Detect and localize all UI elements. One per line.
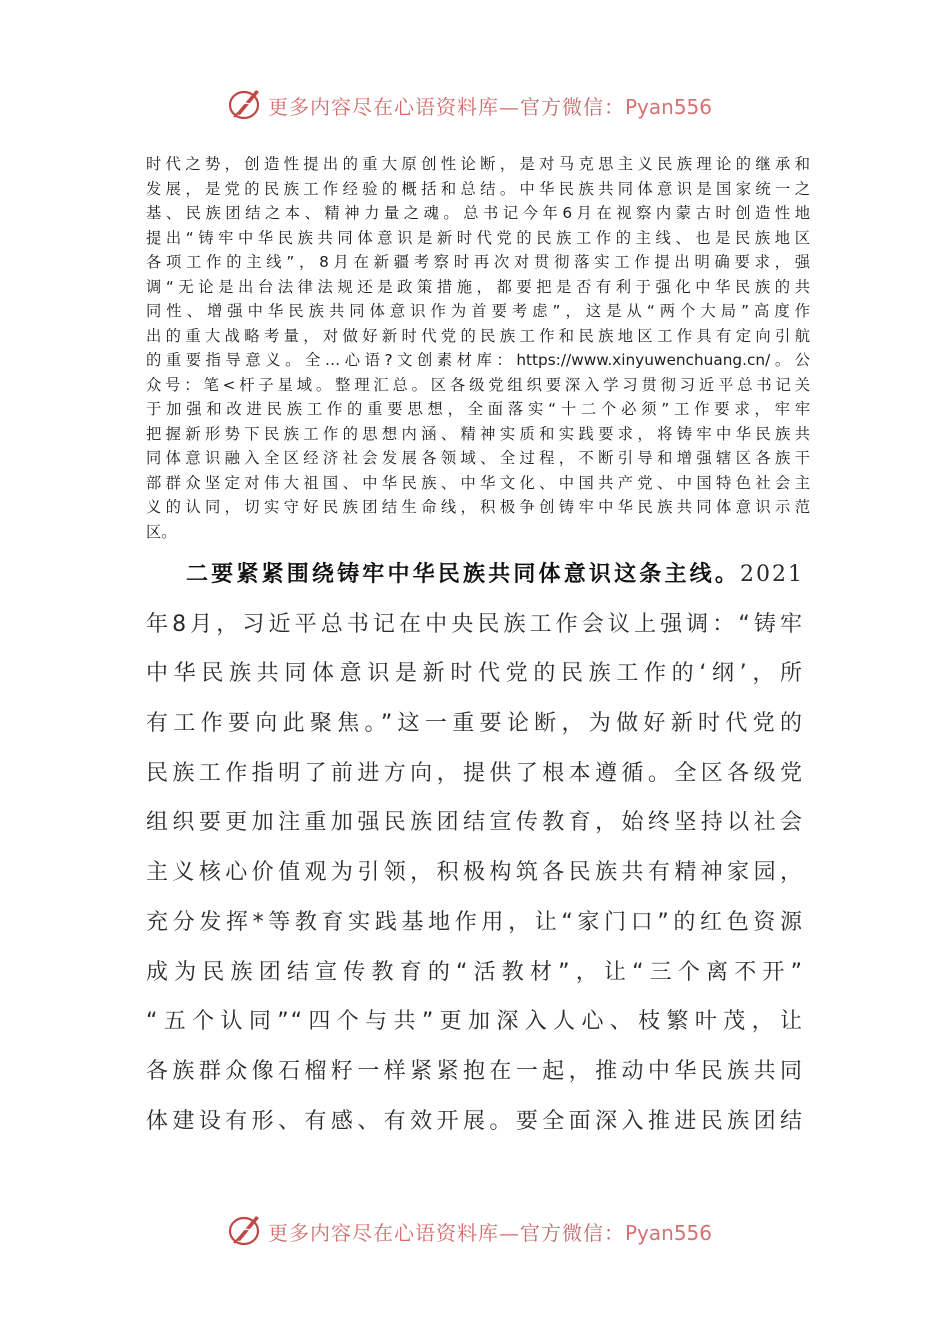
text-line: 成为民族团结宣传教育的“活教材”，让“三个离不开”: [146, 959, 804, 985]
quill-pen-logo-icon: [226, 86, 264, 122]
heading-line: [146, 550, 804, 600]
watermark-text: [268, 91, 712, 120]
text-line: 中华民族共同体意识是新时代党的民族工作的‘纲’，所: [146, 661, 804, 687]
text-line: 把握新形势下民族工作的思想内涵、精神实质和实践要求，将铸牢中华民族共: [146, 424, 810, 443]
text-line: 发展，是党的民族工作经验的概括和总结。中华民族共同体意识是国家统一之: [146, 179, 810, 198]
text-line: 区。: [146, 522, 177, 541]
watermark-dash: —: [499, 1221, 520, 1245]
watermark-sub: 官方微信：: [520, 1221, 625, 1245]
text-line-with-url: 的重要指导意义。全…心语?文创素材库：https://www.xinyuwenchuang.cn/。公: [146, 351, 810, 369]
text-line: 部群众坚定对伟大祖国、中华民族、中华文化、中国共产党、中国特色社会主: [146, 473, 810, 492]
text-line: 义的认同，切实守好民族团结生命线，积极争创铸牢中华民族共同体意识示范: [146, 498, 810, 516]
watermark-main: 更多内容尽在心语资料库: [268, 95, 499, 119]
small-text-paragraph: [146, 152, 810, 544]
footer-watermark-banner: [0, 1210, 950, 1250]
watermark-dash: —: [499, 95, 520, 119]
text-line: 主义核心价值观为引领，积极构筑各民族共有精神家园，: [146, 860, 804, 886]
year-text: 2021: [740, 562, 804, 587]
text-line: 出的重大战略考量，对做好新时代党的民族工作和民族地区工作具有定向引航: [146, 326, 810, 345]
header-watermark-banner: [0, 84, 950, 124]
text-line: 基、民族团结之本、精神力量之魂。总书记今年6月在视察内蒙古时创造性地: [146, 204, 810, 222]
section-heading: 二要紧紧围绕铸牢中华民族共同体意识这条主线。: [184, 562, 740, 587]
text-line: 调“无论是出台法律法规还是政策措施，都要把是否有利于强化中华民族的共: [146, 277, 810, 296]
watermark-sub: 官方微信：: [520, 95, 625, 119]
watermark-wechat-id: Pyan556: [625, 1221, 713, 1245]
text-line: 民族工作指明了前进方向，提供了根本遵循。全区各级党: [146, 760, 804, 786]
text-line: 同性、增强中华民族共同体意识作为首要考虑”，这是从“两个大局”高度作: [146, 302, 810, 320]
text-line: 有工作要向此聚焦。”这一重要论断，为做好新时代党的: [146, 711, 804, 737]
text-line: 充分发挥*等教育实践基地作用，让“家门口”的红色资源: [146, 909, 804, 935]
watermark-text: [268, 1217, 712, 1246]
text-line: 于加强和改进民族工作的重要思想，全面落实“十二个必须”工作要求，牢牢: [146, 400, 810, 418]
text-line: 时代之势，创造性提出的重大原创性论断，是对马克思主义民族理论的继承和: [146, 155, 810, 173]
text-line: 年8月，习近平总书记在中央民族工作会议上强调：“铸牢: [146, 611, 804, 637]
text-line: 同体意识融入全区经济社会发展各领域、全过程，不断引导和增强辖区各族干: [146, 449, 810, 467]
watermark-wechat-id: Pyan556: [625, 95, 713, 119]
quill-pen-logo-icon: [226, 1212, 264, 1248]
main-text-paragraph: [146, 550, 804, 1146]
watermark-main: 更多内容尽在心语资料库: [268, 1221, 499, 1245]
text-line: 提出“铸牢中华民族共同体意识是新时代党的民族工作的主线、也是民族地区: [146, 228, 810, 247]
text-line: 体建设有形、有感、有效开展。要全面深入推进民族团结: [146, 1108, 804, 1134]
text-line: 各项工作的主线”，8月在新疆考察时再次对贯彻落实工作提出明确要求，强: [146, 253, 810, 271]
text-line: 各族群众像石榴籽一样紧紧抱在一起，推动中华民族共同: [146, 1058, 804, 1084]
text-line: 组织要更加注重加强民族团结宣传教育，始终坚持以社会: [146, 810, 804, 836]
text-line: 众号：笔<杆子星域。整理汇总。区各级党组织要深入学习贯彻习近平总书记关: [146, 375, 810, 394]
text-line: “五个认同”“四个与共”更加深入人心、枝繁叶茂，让: [146, 1009, 804, 1035]
